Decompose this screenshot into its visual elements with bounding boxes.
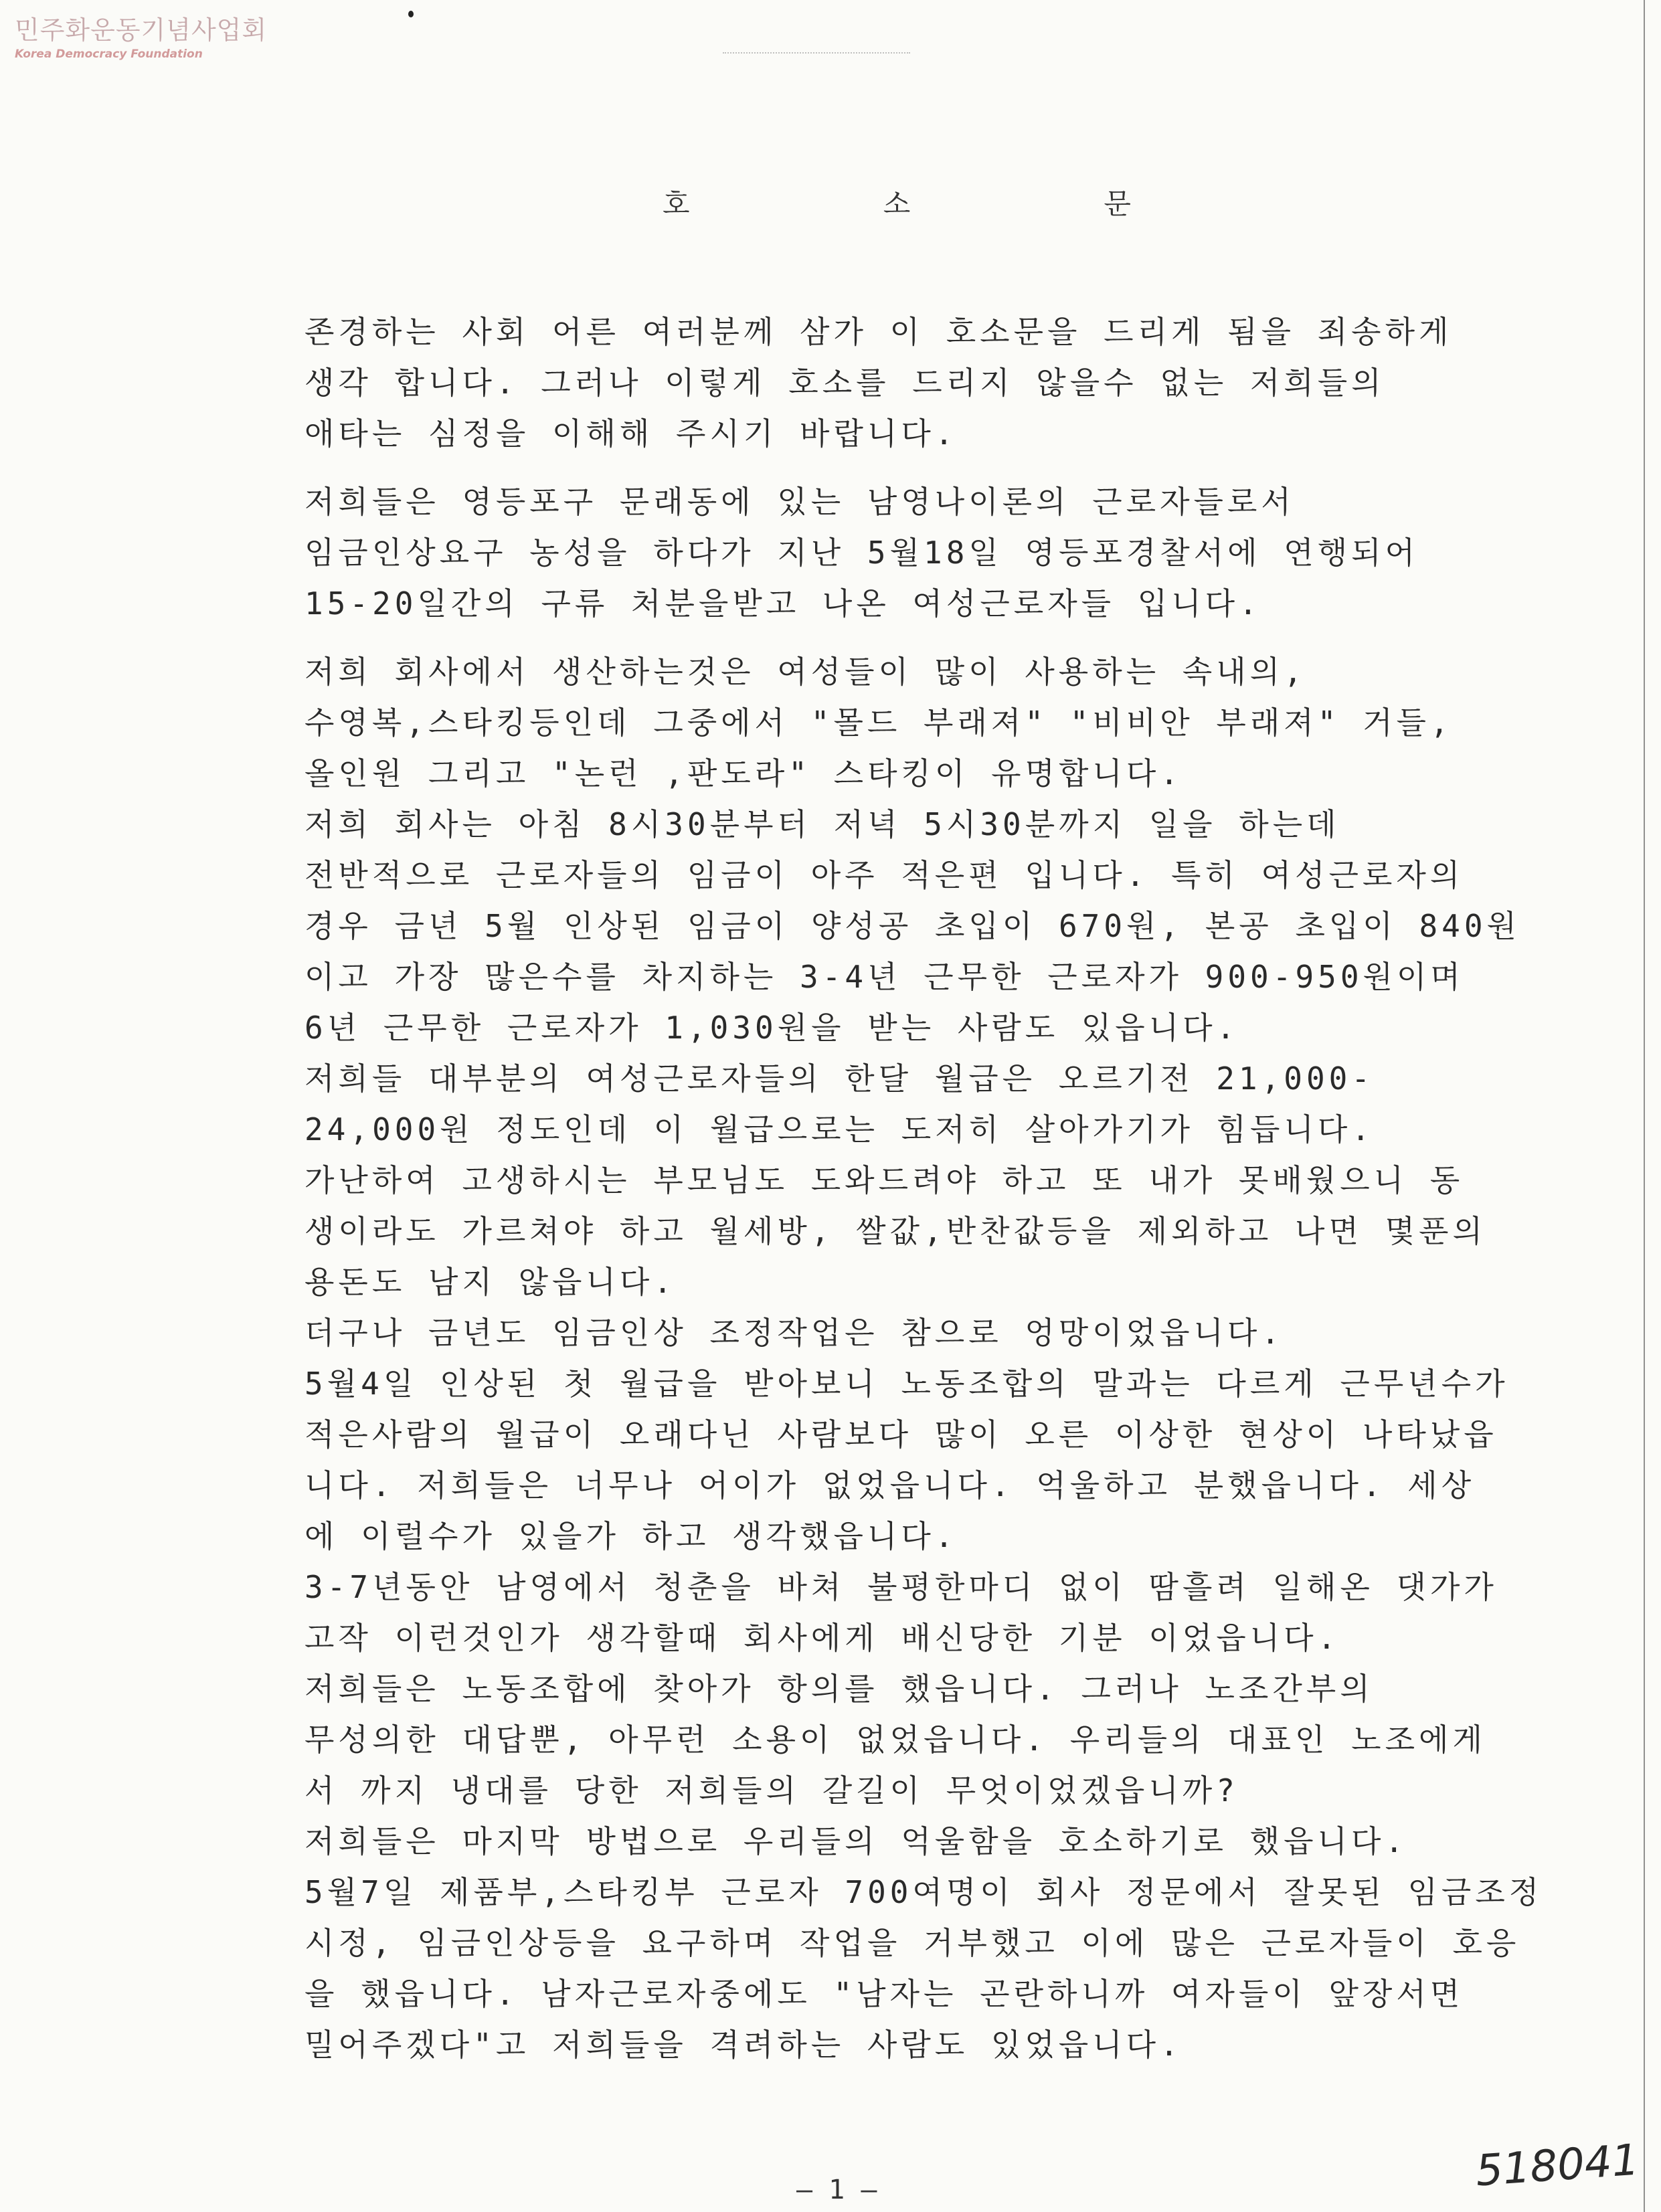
text-line: 을 했읍니다. 남자근로자중에도 "남자는 곤란하니까 여자들이 앞장서면 [304,1976,1464,2012]
text-line: 임금인상요구 농성을 하다가 지난 5월18일 영등포경찰서에 연행되어 [304,535,1419,571]
paragraph-2 [304,476,1509,629]
watermark-english: Korea Democracy Foundation [15,48,203,61]
document-body [304,306,1543,2070]
ink-spot [408,11,414,17]
text-line: 5월7일 제품부,스타킹부 근로자 700여명이 회사 정문에서 잘못된 임금조정 [304,1874,1543,1910]
text-line: 올인원 그리고 "논런 ,판도라" 스타킹이 유명합니다. [304,755,1183,792]
paragraph-1 [304,306,1509,459]
text-line: 15-20일간의 구류 처분을받고 나온 여성근로자들 입니다. [304,585,1261,622]
text-line: 용돈도 남지 않읍니다. [304,1264,677,1300]
text-line: 저희들 대부분의 여성근로자들의 한달 월급은 오르기전 21,000- [304,1061,1375,1097]
title-char-3: 문 [1104,187,1131,220]
page-edge [1644,0,1645,2212]
text-line: 시정, 임금인상등을 요구하며 작업을 거부했고 이에 많은 근로자들이 호응 [304,1925,1520,1961]
text-line: 전반적으로 근로자들의 임금이 아주 적은편 입니다. 특히 여성근로자의 [304,857,1464,893]
title-char-1: 호 [663,187,690,220]
text-line: 저희들은 노동조합에 찾아가 항의를 했읍니다. 그러나 노조간부의 [304,1671,1374,1707]
text-line: 24,000원 정도인데 이 월급으로는 도저히 살아가기가 힘듭니다. [304,1111,1375,1147]
text-line: 적은사람의 월급이 오래다닌 사람보다 많이 오른 이상한 현상이 나타났읍 [304,1416,1498,1453]
text-line: 에 이럴수가 있을가 하고 생각했읍니다. [304,1518,958,1554]
text-line: 저희들은 영등포구 문래동에 있는 남영나이론의 근로자들로서 [304,484,1295,520]
text-line: 무성의한 대답뿐, 아무런 소용이 없었읍니다. 우리들의 대표인 노조에게 [304,1722,1486,1758]
text-line: 5월4일 인상된 첫 월급을 받아보니 노동조합의 말과는 다르게 근무년수가 [304,1366,1509,1402]
text-line: 생이라도 가르쳐야 하고 월세방, 쌀값,반찬값등을 제외하고 나면 몇푼의 [304,1213,1486,1249]
watermark-korean: 민주화운동기념사업회 [15,15,268,45]
text-line: 6년 근무한 근로자가 1,030원을 받는 사람도 있읍니다. [304,1010,1239,1046]
document-title [663,182,1131,222]
text-line: 저희 회사에서 생산하는것은 여성들이 많이 사용하는 속내의, [304,654,1306,690]
text-line: 수영복,스타킹등인데 그중에서 "몰드 부래져" "비비안 부래져" 거들, [304,705,1453,741]
text-line: 니다. 저희들은 너무나 어이가 없었읍니다. 억울하고 분했읍니다. 세상 [304,1467,1476,1503]
text-line: 경우 금년 5월 인상된 임금이 양성공 초입이 670원, 본공 초입이 840원 [304,908,1520,944]
paragraph-4 [304,1307,1543,2070]
text-line: 저희들은 마지막 방법으로 우리들의 억울함을 호소하기로 했읍니다. [304,1823,1408,1859]
watermark-logo [15,9,267,61]
text-line: 서 까지 냉대를 당한 저희들의 갈길이 무엇이었겠읍니까? [304,1772,1239,1809]
text-line: 더구나 금년도 임금인상 조정작업은 참으로 엉망이었읍니다. [304,1315,1284,1351]
text-line: 고작 이런것인가 생각할때 회사에게 배신당한 기분 이었읍니다. [304,1620,1340,1656]
scan-smudge [723,52,910,60]
title-char-2: 소 [883,187,911,220]
page-number: — 1 — [796,2175,877,2205]
text-line: 생각 합니다. 그러나 이렇게 호소를 드리지 않을수 없는 저희들의 [304,365,1385,401]
text-line: 존경하는 사회 어른 여러분께 삼가 이 호소문을 드리게 됨을 죄송하게 [304,314,1453,350]
document-id: 518041 [1474,2135,1641,2197]
text-line: 가난하여 고생하시는 부모님도 도와드려야 하고 또 내가 못배웠으니 동 [304,1162,1464,1198]
text-line: 애타는 심정을 이해해 주시기 바랍니다. [304,416,958,452]
text-line: 저희 회사는 아침 8시30분부터 저녁 5시30분까지 일을 하는데 [304,806,1340,842]
text-line: 3-7년동안 남영에서 청춘을 바쳐 불평한마디 없이 땀흘려 일해온 댓가가 [304,1569,1498,1605]
text-line: 밀어주겠다"고 저희들을 격려하는 사람도 있었읍니다. [304,2027,1183,2063]
text-line: 이고 가장 많은수를 차지하는 3-4년 근무한 근로자가 900-950원이며 [304,959,1464,995]
paragraph-3 [304,646,1520,1307]
